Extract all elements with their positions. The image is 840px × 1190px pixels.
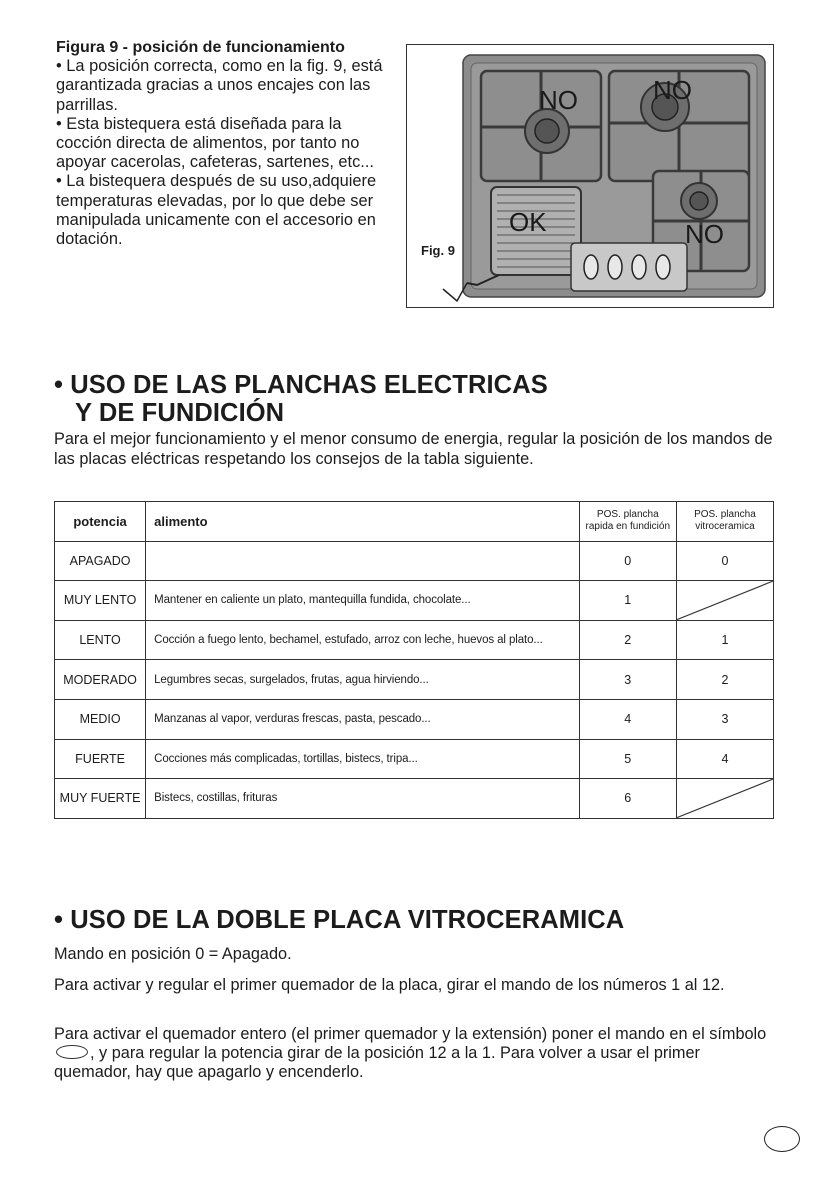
cell-potencia: MODERADO (55, 660, 146, 700)
figure-label: Fig. 9 (421, 243, 455, 258)
header-pos-rapida-line-2: rapida en fundición (585, 521, 671, 533)
cell-potencia: APAGADO (55, 541, 146, 581)
cell-potencia: FUERTE (55, 739, 146, 779)
cell-vitro: 1 (676, 620, 773, 660)
diagonal-slash-icon (677, 581, 773, 620)
header-pos-rapida-line-1: POS. plancha (596, 509, 659, 521)
cell-vitro-not-applicable (676, 581, 773, 621)
cell-alimento: Legumbres secas, surgelados, frutas, agua hirviendo... (146, 660, 580, 700)
hob-illustration (407, 45, 773, 307)
knob (632, 255, 646, 279)
cell-potencia: MEDIO (55, 699, 146, 739)
table-row (55, 779, 774, 819)
table-header-row (55, 502, 774, 542)
figure-9-box (406, 44, 774, 308)
intro-block (56, 38, 394, 249)
cell-vitro-not-applicable (676, 779, 773, 819)
section-2-paragraph-1: Mando en posición 0 = Apagado. (54, 945, 292, 963)
figure-title: Figura 9 - posición de funcionamiento (56, 39, 345, 56)
cell-rapida: 2 (579, 620, 676, 660)
cell-alimento: Cocciones más complicadas, tortillas, bistecs, tripa... (146, 739, 580, 779)
header-pos-vitro (676, 502, 773, 542)
knob (608, 255, 622, 279)
cell-vitro: 4 (676, 739, 773, 779)
table-row (55, 620, 774, 660)
cell-potencia: LENTO (55, 620, 146, 660)
section-2-paragraph-3-end: , y para regular la potencia girar de la posición 12 a la 1. Para volver a usar el primer quemador, hay que apagarlo y encenderlo. (54, 1044, 700, 1081)
no-label-3: NO (685, 219, 724, 249)
intro-bullet-3: • La bistequera después de su uso,adquiere temperaturas elevadas, por lo que debe ser manipulada unicamente con el accesorio en dotación. (56, 172, 377, 249)
intro-bullet-2: • Esta bistequera está diseñada para la cocción directa de alimentos, por tanto no apoyar cacerolas, cafeteras, sartenes, etc... (56, 114, 374, 172)
cell-rapida: 5 (579, 739, 676, 779)
cell-rapida: 4 (579, 699, 676, 739)
cell-alimento: Manzanas al vapor, verduras frescas, pasta, pescado... (146, 699, 580, 739)
oval-symbol-icon (56, 1045, 88, 1059)
cell-alimento (146, 541, 580, 581)
no-label-2: NO (653, 75, 692, 105)
cell-rapida: 3 (579, 660, 676, 700)
table-row (55, 541, 774, 581)
table-row (55, 581, 774, 621)
knob (656, 255, 670, 279)
cell-vitro: 0 (676, 541, 773, 581)
table-row (55, 739, 774, 779)
cell-alimento: Cocción a fuego lento, bechamel, estufado, arroz con leche, huevos al plato... (146, 620, 580, 660)
no-label-1: NO (539, 85, 578, 115)
section-2-paragraph-2: Para activar y regular el primer quemador de la placa, girar el mando de los números 1 al 12. (54, 976, 725, 994)
page-badge-oval-icon (764, 1126, 800, 1152)
header-potencia: potencia (55, 502, 146, 542)
cell-vitro: 2 (676, 660, 773, 700)
table-row (55, 660, 774, 700)
cell-rapida: 6 (579, 779, 676, 819)
section-2-paragraph-3 (54, 1025, 776, 1082)
header-alimento: alimento (146, 502, 580, 542)
table-row (55, 699, 774, 739)
power-table (54, 501, 774, 819)
cell-rapida: 0 (579, 541, 676, 581)
knob (584, 255, 598, 279)
cell-vitro: 3 (676, 699, 773, 739)
cell-potencia: MUY LENTO (55, 581, 146, 621)
section-1-intro: Para el mejor funcionamiento y el menor consumo de energia, regular la posición de los mandos de las placas eléctricas respetando los consejos de la tabla siguiente. (54, 430, 773, 468)
section-1-title-line-1: • USO DE LAS PLANCHAS ELECTRICAS (54, 371, 548, 399)
cell-alimento: Mantener en caliente un plato, mantequilla fundida, chocolate... (146, 581, 580, 621)
ok-label: OK (509, 207, 547, 237)
section-2-paragraph-3-start: Para activar el quemador entero (el primer quemador y la extensión) poner el mando en el símbolo (54, 1025, 767, 1043)
diagonal-slash-icon (677, 779, 773, 818)
header-pos-vitro-line-2: vitroceramica (695, 521, 755, 533)
section-2-title: • USO DE LA DOBLE PLACA VITROCERAMICA (54, 906, 625, 934)
cell-alimento: Bistecs, costillas, frituras (146, 779, 580, 819)
header-pos-rapida (579, 502, 676, 542)
header-pos-vitro-line-1: POS. plancha (694, 509, 756, 521)
intro-bullet-1: • La posición correcta, como en la fig. 9, está garantizada gracias a unos encajes con las parrillas. (56, 57, 383, 114)
section-1-title-line-2: Y DE FUNDICIÓN (75, 399, 285, 427)
cell-rapida: 1 (579, 581, 676, 621)
cell-potencia: MUY FUERTE (55, 779, 146, 819)
